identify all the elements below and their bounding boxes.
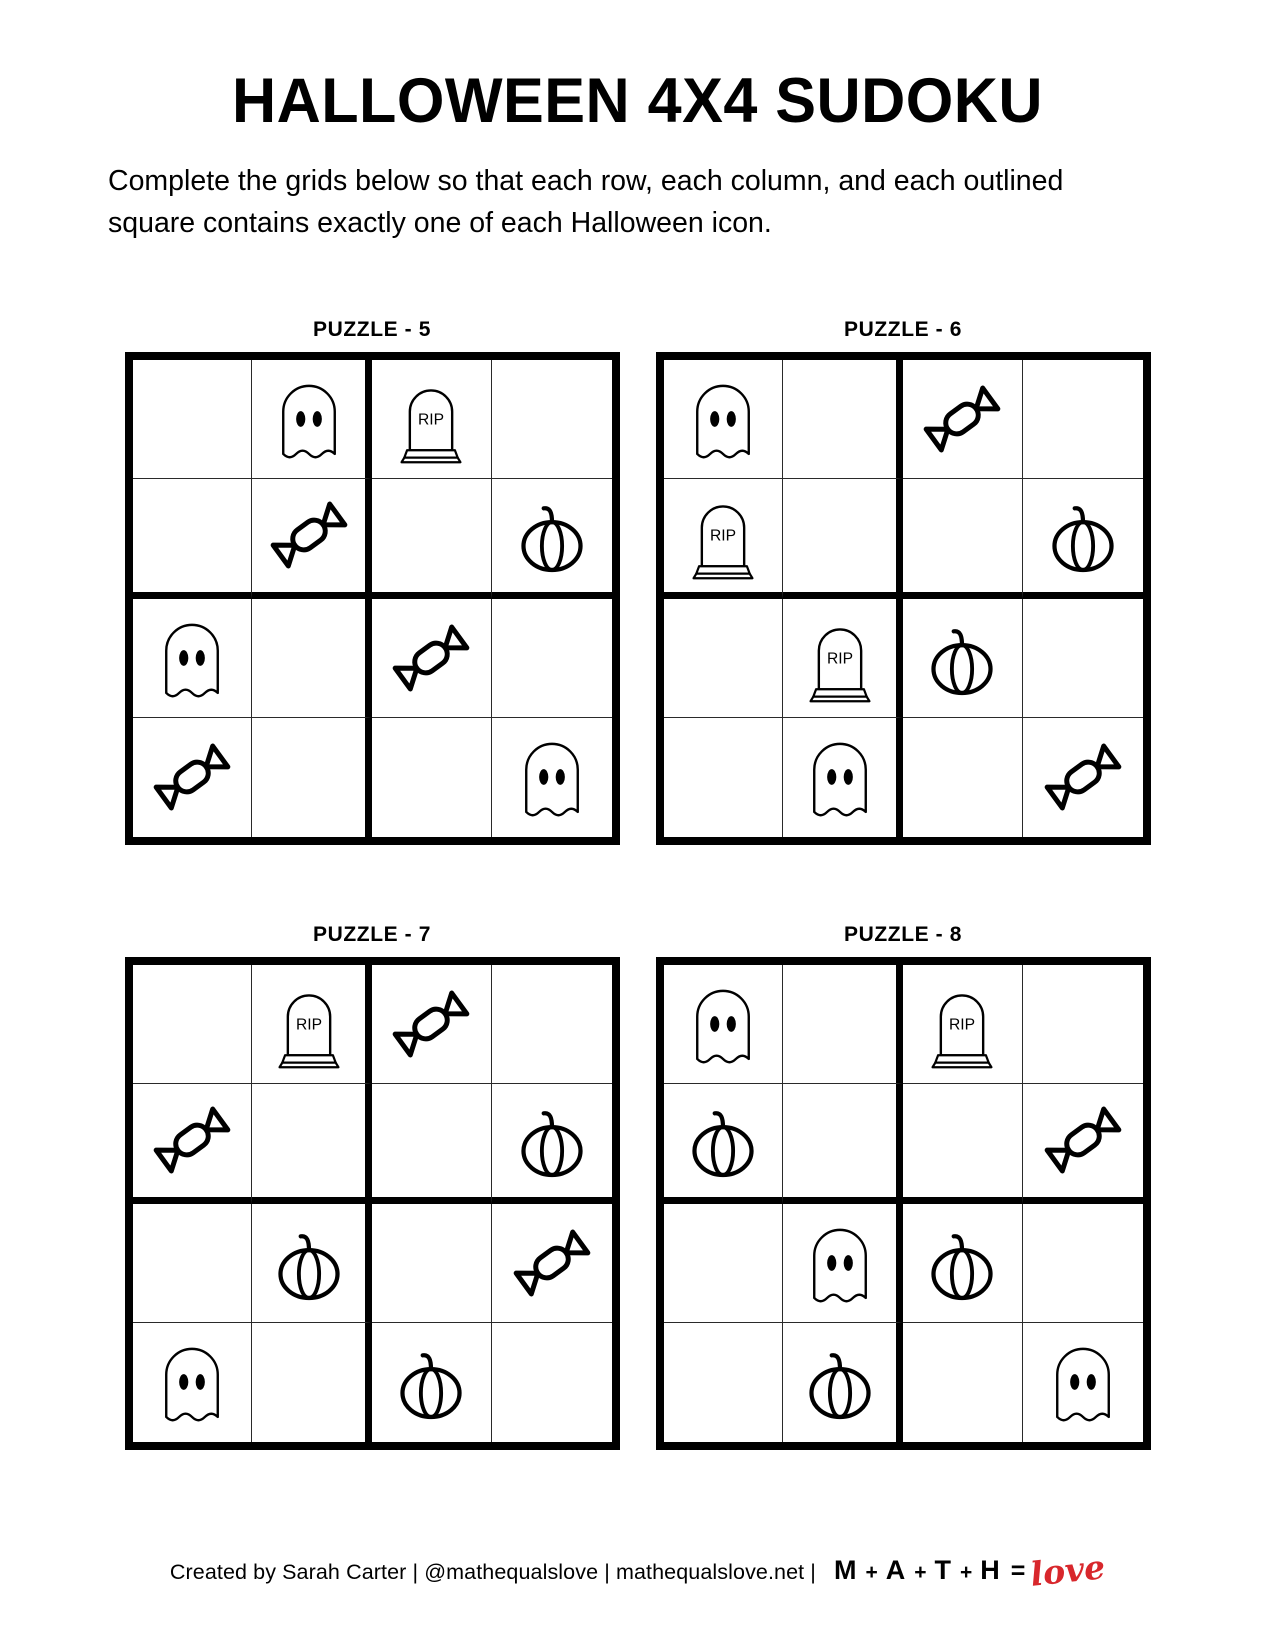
sudoku-cell-empty[interactable] — [664, 599, 784, 718]
svg-text:RIP: RIP — [826, 650, 853, 668]
instructions-text: Complete the grids below so that each row, each column, and each outlined square contains exactly one of each Halloween icon. — [108, 165, 1064, 240]
logo-letter-t: T — [934, 1555, 953, 1585]
sudoku-cell-empty[interactable] — [903, 479, 1023, 598]
candy-icon — [263, 489, 355, 581]
sudoku-cell-empty[interactable] — [133, 479, 253, 598]
page-title: HALLOWEEN 4X4 SUDOKU — [231, 66, 1043, 136]
sudoku-cell[interactable] — [492, 718, 612, 837]
puzzle-block-8 — [656, 923, 1151, 1450]
ghost-icon — [794, 1217, 886, 1309]
sudoku-cell-empty[interactable] — [783, 1084, 903, 1203]
pumpkin-icon — [916, 612, 1008, 704]
puzzle-block-5 — [125, 318, 620, 845]
sudoku-cell[interactable] — [664, 479, 784, 598]
sudoku-cell-empty[interactable] — [783, 360, 903, 479]
ghost-icon — [677, 978, 769, 1070]
sudoku-cell[interactable] — [903, 360, 1023, 479]
sudoku-cell[interactable] — [133, 718, 253, 837]
sudoku-cell[interactable] — [133, 1323, 253, 1442]
sudoku-cell[interactable] — [664, 1084, 784, 1203]
sudoku-cell[interactable] — [252, 965, 372, 1084]
pumpkin-icon — [506, 489, 598, 581]
sudoku-cell-empty[interactable] — [492, 599, 612, 718]
svg-text:RIP: RIP — [418, 411, 445, 429]
sudoku-cell[interactable] — [783, 599, 903, 718]
candy-icon — [385, 978, 477, 1070]
logo-plus-icon: + — [914, 1561, 927, 1584]
sudoku-cell[interactable] — [783, 1323, 903, 1442]
sudoku-cell-empty[interactable] — [133, 360, 253, 479]
pumpkin-icon — [677, 1094, 769, 1186]
ghost-icon — [794, 731, 886, 823]
math-equals-love-logo — [830, 1547, 1108, 1594]
tombstone-icon — [677, 489, 769, 581]
sudoku-cell[interactable] — [492, 1084, 612, 1203]
sudoku-cell-empty[interactable] — [783, 965, 903, 1084]
sudoku-cell-empty[interactable] — [372, 1204, 492, 1323]
ghost-icon — [677, 373, 769, 465]
sudoku-cell[interactable] — [252, 479, 372, 598]
logo-letter-m: M — [834, 1555, 858, 1585]
sudoku-cell[interactable] — [664, 360, 784, 479]
sudoku-cell-empty[interactable] — [492, 1323, 612, 1442]
logo-letter-a: A — [885, 1555, 907, 1585]
sudoku-cell[interactable] — [492, 479, 612, 598]
ghost-icon — [263, 373, 355, 465]
logo-equals-icon: = — [1010, 1557, 1026, 1585]
sudoku-cell-empty[interactable] — [664, 1323, 784, 1442]
sudoku-cell-empty[interactable] — [372, 1084, 492, 1203]
sudoku-cell-empty[interactable] — [492, 360, 612, 479]
sudoku-cell-empty[interactable] — [1023, 965, 1143, 1084]
pumpkin-icon — [263, 1217, 355, 1309]
sudoku-cell[interactable] — [664, 965, 784, 1084]
tombstone-icon — [263, 978, 355, 1070]
sudoku-cell-empty[interactable] — [664, 1204, 784, 1323]
candy-icon — [146, 731, 238, 823]
sudoku-cell[interactable] — [372, 1323, 492, 1442]
puzzle-label: PUZZLE - 7 — [312, 923, 431, 946]
footer — [0, 1547, 1275, 1594]
puzzle-label: PUZZLE - 8 — [843, 923, 962, 946]
sudoku-cell-empty[interactable] — [1023, 360, 1143, 479]
tombstone-icon — [794, 612, 886, 704]
sudoku-grid-6[interactable] — [656, 352, 1151, 845]
candy-icon — [146, 1094, 238, 1186]
tombstone-icon — [385, 373, 477, 465]
sudoku-grid-7[interactable] — [125, 957, 620, 1450]
puzzle-block-7 — [125, 923, 620, 1450]
pumpkin-icon — [794, 1336, 886, 1428]
ghost-icon — [506, 731, 598, 823]
logo-letter-h: H — [980, 1555, 1001, 1585]
sudoku-cell-empty[interactable] — [252, 599, 372, 718]
sudoku-cell[interactable] — [133, 1084, 253, 1203]
candy-icon — [385, 612, 477, 704]
pumpkin-icon — [506, 1094, 598, 1186]
sudoku-cell[interactable] — [252, 1204, 372, 1323]
sudoku-cell-empty[interactable] — [252, 1323, 372, 1442]
puzzles-container — [0, 318, 1275, 1450]
candy-icon — [916, 373, 1008, 465]
pumpkin-icon — [385, 1336, 477, 1428]
sudoku-cell-empty[interactable] — [133, 1204, 253, 1323]
sudoku-cell[interactable] — [133, 599, 253, 718]
sudoku-cell[interactable] — [903, 965, 1023, 1084]
sudoku-cell-empty[interactable] — [1023, 599, 1143, 718]
sudoku-cell-empty[interactable] — [372, 718, 492, 837]
sudoku-cell[interactable] — [783, 718, 903, 837]
logo-plus-icon: + — [865, 1561, 878, 1584]
svg-text:RIP: RIP — [295, 1016, 322, 1034]
puzzle-label: PUZZLE - 5 — [312, 318, 431, 341]
logo-plus-icon: + — [960, 1561, 973, 1584]
logo-love-script: love — [1028, 1547, 1108, 1594]
sudoku-grid-5[interactable] — [125, 352, 620, 845]
sudoku-cell[interactable] — [1023, 479, 1143, 598]
sudoku-cell-empty[interactable] — [133, 965, 253, 1084]
sudoku-cell[interactable] — [372, 360, 492, 479]
candy-icon — [1037, 731, 1129, 823]
sudoku-cell-empty[interactable] — [252, 1084, 372, 1203]
puzzle-row-top — [0, 318, 1275, 845]
sudoku-cell-empty[interactable] — [492, 965, 612, 1084]
svg-text:RIP: RIP — [949, 1016, 976, 1034]
sudoku-cell[interactable] — [1023, 718, 1143, 837]
candy-icon — [506, 1217, 598, 1309]
sudoku-cell-empty[interactable] — [903, 1323, 1023, 1442]
sudoku-cell[interactable] — [372, 965, 492, 1084]
puzzle-label: PUZZLE - 6 — [843, 318, 962, 341]
sudoku-cell[interactable] — [903, 1204, 1023, 1323]
ghost-icon — [146, 612, 238, 704]
pumpkin-icon — [916, 1217, 1008, 1309]
sudoku-cell[interactable] — [492, 1204, 612, 1323]
sudoku-cell-empty[interactable] — [372, 479, 492, 598]
svg-text:RIP: RIP — [709, 527, 736, 545]
sudoku-cell-empty[interactable] — [783, 479, 903, 598]
candy-icon — [1037, 1094, 1129, 1186]
credit-text: Created by Sarah Carter | @mathequalslove | mathequalslove.net | — [169, 1560, 816, 1584]
sudoku-cell-empty[interactable] — [903, 1084, 1023, 1203]
pumpkin-icon — [1037, 489, 1129, 581]
tombstone-icon — [916, 978, 1008, 1070]
sudoku-cell[interactable] — [372, 599, 492, 718]
puzzle-row-bottom — [0, 923, 1275, 1450]
sudoku-cell-empty[interactable] — [664, 718, 784, 837]
sudoku-cell-empty[interactable] — [252, 718, 372, 837]
sudoku-cell-empty[interactable] — [903, 718, 1023, 837]
puzzle-block-6 — [656, 318, 1151, 845]
ghost-icon — [1037, 1336, 1129, 1428]
ghost-icon — [146, 1336, 238, 1428]
sudoku-cell[interactable] — [1023, 1323, 1143, 1442]
sudoku-cell-empty[interactable] — [1023, 1204, 1143, 1323]
sudoku-cell[interactable] — [783, 1204, 903, 1323]
sudoku-cell[interactable] — [903, 599, 1023, 718]
sudoku-cell[interactable] — [1023, 1084, 1143, 1203]
sudoku-grid-8[interactable] — [656, 957, 1151, 1450]
sudoku-cell[interactable] — [252, 360, 372, 479]
